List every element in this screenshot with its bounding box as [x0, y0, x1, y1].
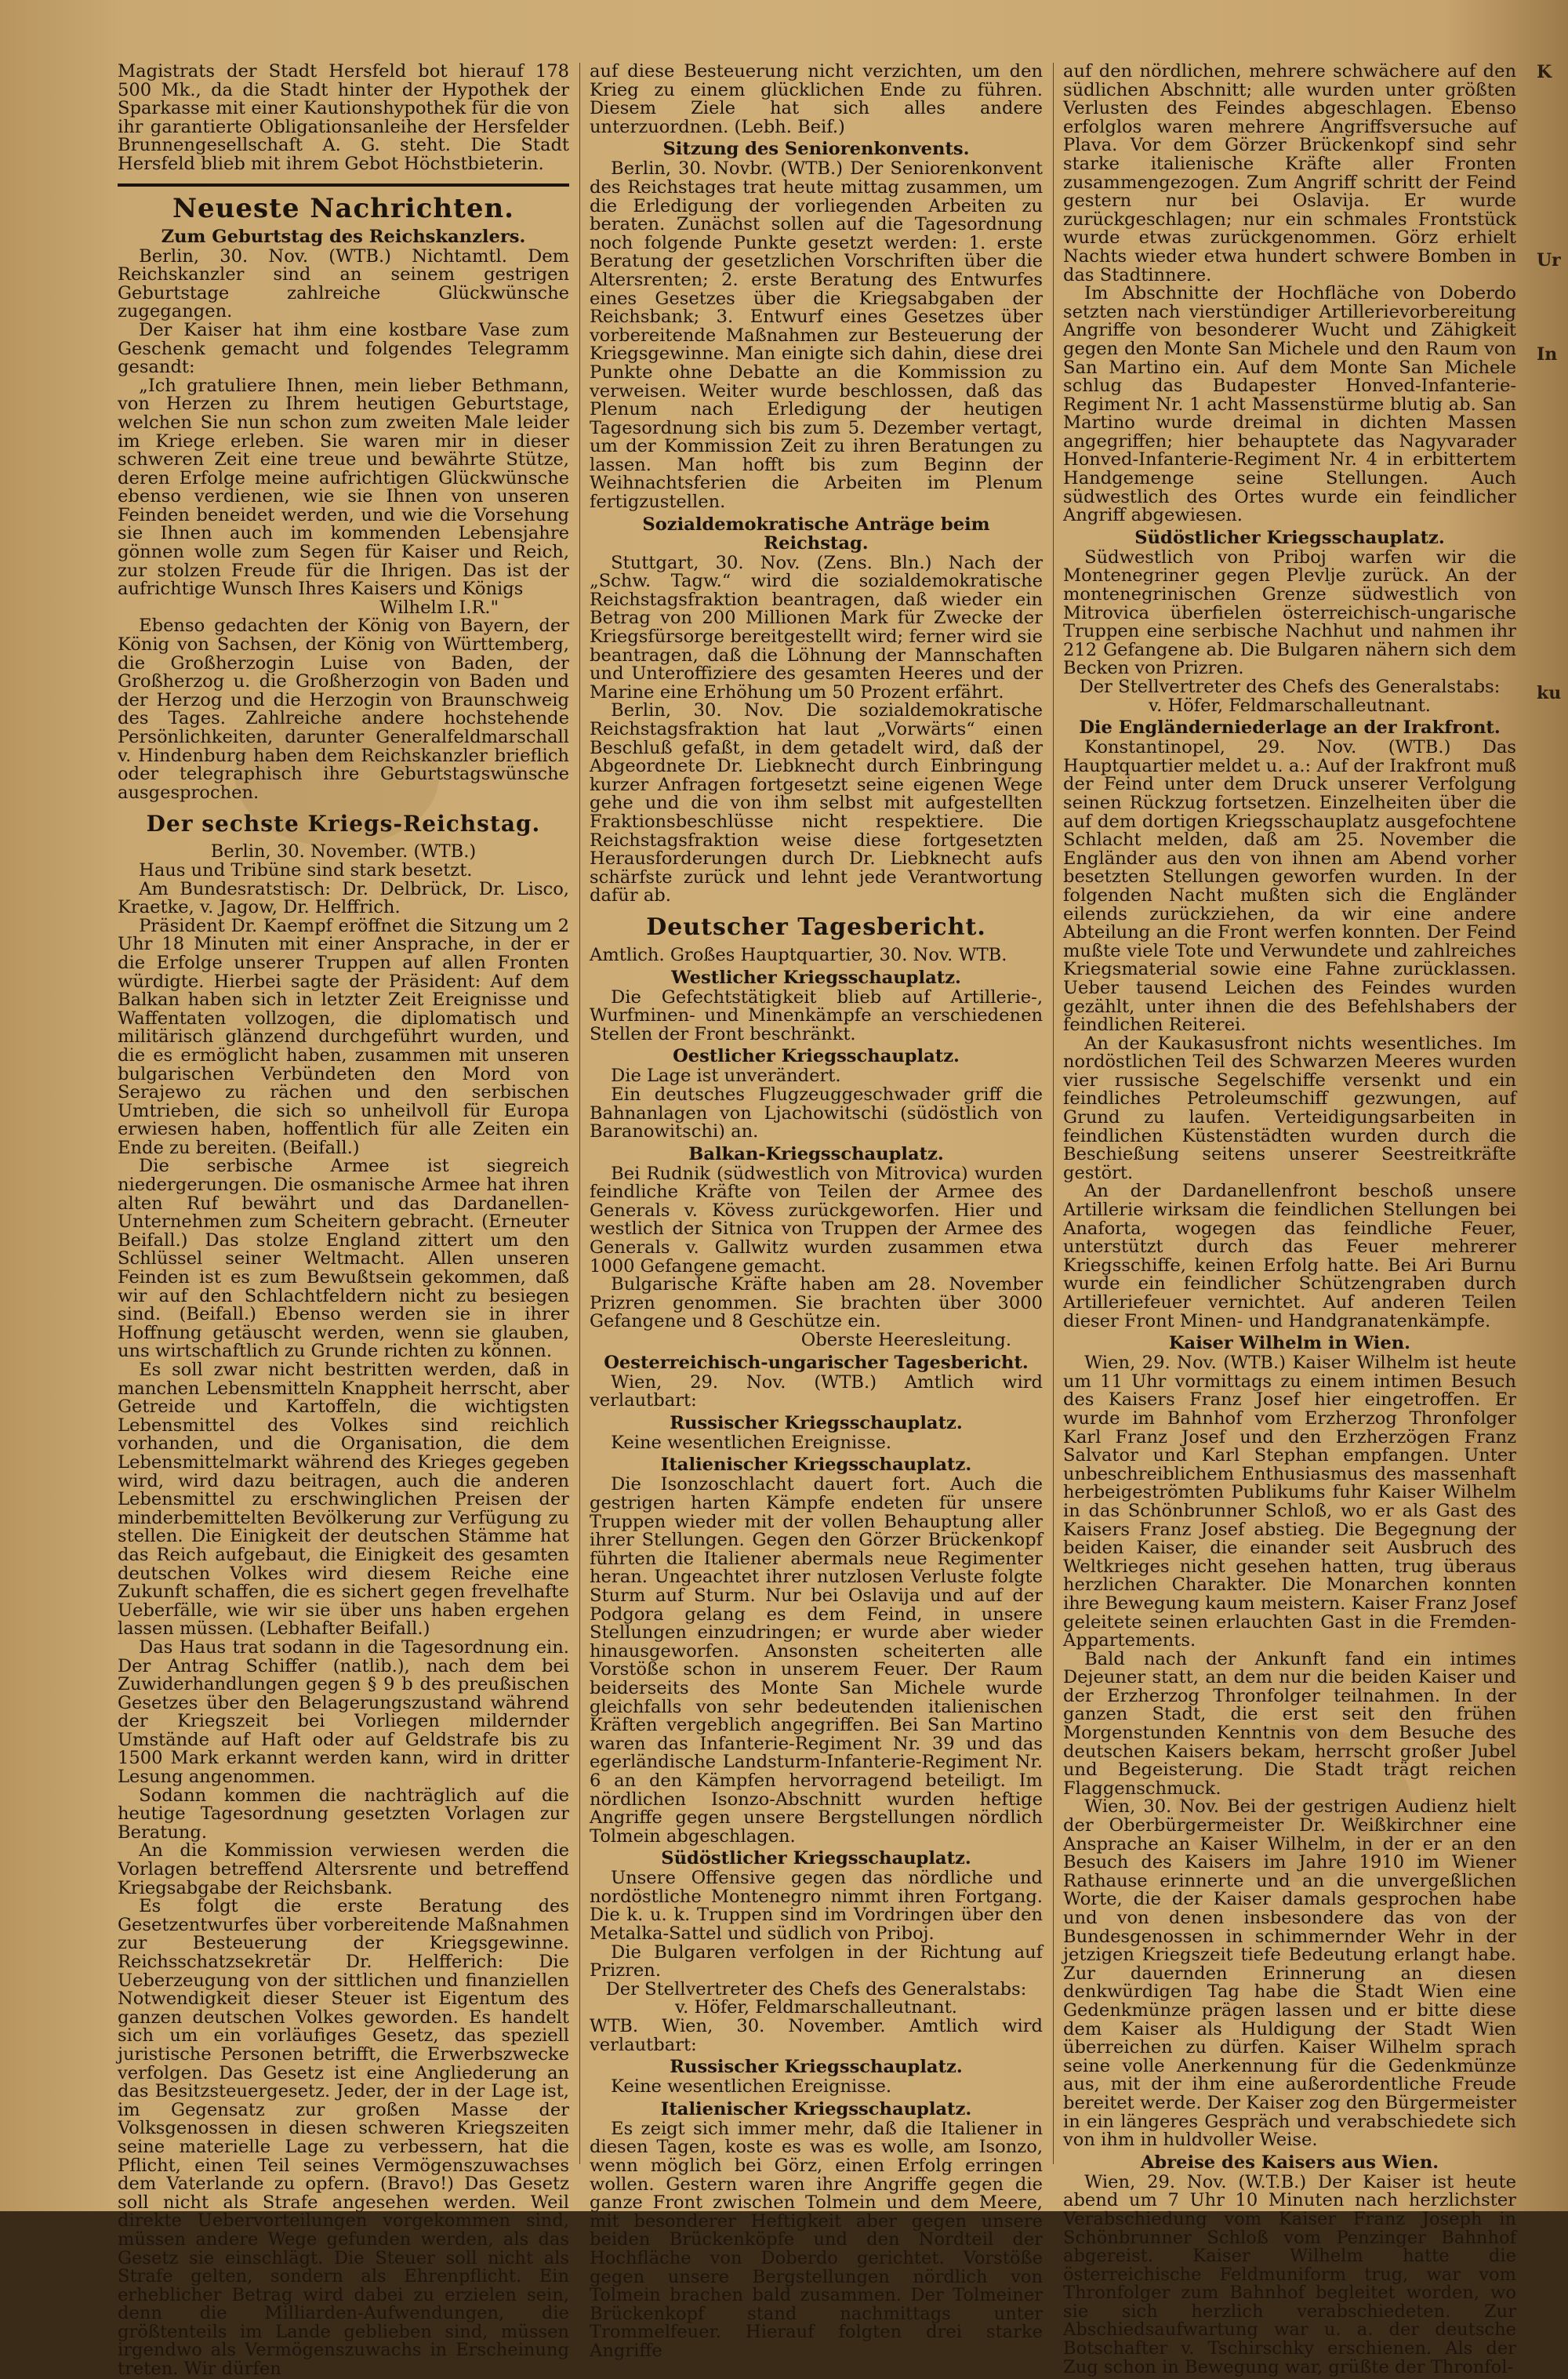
cropped-line	[1537, 213, 1568, 232]
article-text: Bei Rudnik (südwestlich von Mitrovica) wurden feindliche Kräfte von Teilen der Armee des Generals v. Kövess zurückgeworfen. Hier und westlich der Sitnica von Truppen der Armee des Generals v. Gallwitz wurden zusammen etwa 1000 Gefangene gemacht.	[590, 1163, 1043, 1277]
cropped-line	[1537, 1719, 1568, 1738]
cropped-line	[1537, 665, 1568, 684]
cropped-line	[1537, 1135, 1568, 1154]
article-heading: Westlicher Kriegsschauplatz.	[671, 967, 961, 988]
article-heading: Italienischer Kriegsschauplatz.	[660, 2098, 972, 2119]
article-heading: Abreise des Kaisers aus Wien.	[1140, 2152, 1439, 2173]
cropped-line	[1537, 2058, 1568, 2076]
cropped-line	[1537, 2208, 1568, 2227]
cropped-line	[1537, 571, 1568, 590]
article-text: Das Haus trat sodann in die Tagesordnung ein. Der Antrag Schiffer (natlib.), nach dem bei Zuwiderhandlungen gegen § 9 b des preußischen Gesetzes über den Belagerungszustand während der Kriegszeit bei Vorliegen mildernder Umstände auf Haft oder auf Geldstrafe bis zu 1500 Mark erkannt werden kann, wird in dritter Lesung angenommen.	[118, 1636, 569, 1788]
cropped-line	[1537, 496, 1568, 514]
cropped-line	[1537, 1700, 1568, 1719]
cropped-line	[1537, 797, 1568, 815]
article-text: Wien, 29. Nov. (WTB.) Kaiser Wilhelm ist heute um 11 Uhr vormittags zu einem intimen Besuch des Kaisers Franz Josef hier eingetroffen. Er wurde im Bahnhof vom Erzherzog Thronfolger Karl Franz Josef und den Erzherzögen Franz Salvator und Karl Stephan empfangen. Unter unbeschreiblichem Enthusiasmus des massenhaft herbeigeströmten Publikums fuhr Kaiser Wilhelm in das Schönbrunner Schloß, wo er als Gast des Kaisers Franz Josef abstieg. Die Begegnung der beiden Kaiser, die einander seit Ausbruch des Weltkrieges nicht gesehen hatten, trug überaus herzlichen Charakter. Die Monarchen konnten ihre Bewegung kaum meistern. Kaiser Franz Josef geleitete seinen erlauchten Gast in die Fremden-Appartements.	[1063, 1353, 1516, 1651]
article-heading: Oesterreichisch-ungarischer Tagesbericht.	[604, 1352, 1029, 1373]
article-text: Magistrats der Stadt Hersfeld bot hierauf 178 500 Mk., da die Stadt hinter der Hypothek der Sparkasse mit einer Kautionshypothek für die von ihr garantierte Obligationsanleihe der Hersfelder Brunnengesellschaft A. G. steht. Die Stadt Hersfeld blieb mit ihrem Gebot Höchstbieterin.	[118, 61, 569, 174]
cropped-line	[1537, 627, 1568, 646]
article-text: auf diese Besteuerung nicht verzichten, um den Krieg zu einem glücklichen Ende zu führen. Diesem Ziele hat sich alles andere unterzuordnen. (Lebh. Beif.)	[590, 61, 1043, 137]
cropped-line	[1537, 1625, 1568, 1644]
article-text: Am Bundesratstisch: Dr. Delbrück, Dr. Lisco, Kraetke, v. Jagow, Dr. Helffrich.	[118, 878, 569, 918]
column-2	[590, 61, 1043, 2361]
cropped-line	[1537, 1022, 1568, 1041]
article-text: Ein deutsches Flugzeuggeschwader griff die Bahnanlagen von Ljachowitschi (südöstlich von Baranowitschi) an.	[590, 1084, 1043, 1142]
cropped-line	[1537, 176, 1568, 194]
cropped-line	[1537, 364, 1568, 383]
cropped-line	[1537, 1832, 1568, 1851]
article-text: Die Gefechtstätigkeit blieb auf Artillerie-, Wurfminen- und Minenkämpfe an verschiedenen Stellen der Front beschränkt.	[590, 986, 1043, 1044]
cropped-line	[1537, 289, 1568, 307]
cropped-line	[1537, 721, 1568, 740]
article-text: Berlin, 30. Nov. Die sozialdemokratische Reichstagsfraktion hat laut „Vorwärts“ einen Beschluß gefaßt, in dem getadelt wird, daß der Abgeordnete Dr. Liebknecht durch Einbringung kurzer Anfragen fortgesetzt seine eigenen Wege gehe und die von ihm selbst mit aufgestellten Fraktionsbeschlüsse nicht respektiere. Die Reichstagsfraktion weise diese fortgesetzten Herausforderungen durch Dr. Liebknecht aufs schärfste zurück und lehnt jede Verantwortung dafür ab.	[590, 700, 1043, 906]
section-title: Deutscher Tagesbericht.	[646, 913, 986, 941]
article-heading: Sozialdemokratische Anträge beim Reichstag.	[642, 514, 990, 554]
cropped-line	[1537, 1436, 1568, 1455]
cropped-line	[1537, 1455, 1568, 1474]
article-text: Bald nach der Ankunft fand ein intimes Dejeuner statt, an dem nur die beiden Kaiser und der Erzherzog Thronfolger teilnahmen. In der ganzen Stadt, die erst seit den frühen Morgenstunden Kenntnis von dem Besuche des deutschen Kaisers bekam, herrscht großer Jubel und Begeisterung. Die Stadt trägt reichen Flaggenschmuck.	[1063, 1648, 1516, 1799]
cropped-line	[1537, 1474, 1568, 1493]
column-1	[118, 61, 569, 2379]
article-text: An die Kommission verwiesen werden die Vorlagen betreffend Altersrente und betreffend Kriegsabgabe der Reichsbank.	[118, 1840, 569, 1898]
dateline: WTB. Wien, 30. November. Amtlich wird verlautbart:	[590, 2016, 1043, 2055]
cropped-line	[1537, 2020, 1568, 2039]
cropped-line	[1537, 1305, 1568, 1324]
cropped-line	[1537, 1004, 1568, 1022]
cropped-line	[1537, 383, 1568, 401]
cropped-line	[1537, 1117, 1568, 1135]
cropped-line	[1537, 82, 1568, 100]
article-heading: Sitzung des Seniorenkonvents.	[662, 139, 970, 160]
cropped-line	[1537, 326, 1568, 345]
cropped-line	[1537, 1549, 1568, 1568]
cropped-line	[1537, 232, 1568, 251]
cropped-line	[1537, 966, 1568, 985]
article-heading: Italienischer Kriegsschauplatz.	[660, 1455, 972, 1476]
cropped-line	[1537, 834, 1568, 853]
cropped-line	[1537, 1324, 1568, 1342]
column-4-cropped	[1537, 63, 1568, 2164]
article-text: Berlin, 30. Novbr. (WTB.) Der Seniorenkonvent des Reichstages trat heute mittag zusammen, um die Erledigung der vorliegenden Arbeiten zu beraten. Zunächst sollen auf die Tagesordnung noch folgende Punkte gesetzt werden: 1. erste Beratung der gesetzlichen Vorschriften über die Altersrenten; 2. erste Beratung des Entwurfes eines Gesetzes über die Kriegsabgaben der Reichsbank; 3. Entwurf eines Gesetzes über vorbereitende Maßnahmen zur Besteuerung der Kriegsgewinne. Man einigte sich dahin, diese drei Punkte ohne Debatte an die Kommission zu verweisen. Weiter wurde beschlossen, daß das Plenum nach Erledigung der heutigen Tagesordnung sich bis zum 5. Dezember vertagt, um der Kommission Zeit zu ihren Beratungen zu lassen. Man hofft bis zum Beginn der Weihnachtsferien die Arbeiten im Plenum fertigzustellen.	[590, 158, 1043, 513]
cropped-line	[1537, 2001, 1568, 2020]
cropped-line	[1537, 1813, 1568, 1832]
cropped-line	[1537, 1060, 1568, 1079]
column-rule	[579, 63, 580, 2164]
article-text: An der Dardanellenfront beschoß unsere Artillerie wirksam die feindlichen Stellungen bei Anaforta, wogegen das feindliche Feuer, unterstützt durch das Feuer mehrerer Kriegsschiffe, keinen Erfolg hatte. Bei Ari Burnu wurde ein feindlicher Schützengraben durch Artilleriefeuer vernichtet. Auf anderen Teilen dieser Front Minen- und Handgranatenkämpfe.	[1063, 1181, 1516, 1331]
cropped-line	[1537, 815, 1568, 834]
signature: Wilhelm I.R."	[379, 597, 499, 618]
article-text: Stuttgart, 30. Nov. (Zens. Bln.) Nach der „Schw. Tagw.“ wird die sozialdemokratische Reichstagsfraktion beantragen, daß wieder ein Betrag von 200 Millionen Mark für Zwecke der Kriegsfürsorge bereitgestellt wird; ferner wird sie beantragen, daß die Löhnung der Mannschaften und Unteroffiziere des gesamten Heeres und der Marine eine Erhöhung um 50 Prozent erfährt.	[590, 552, 1043, 703]
article-heading: Oestlicher Kriegsschauplatz.	[673, 1046, 960, 1067]
cropped-line	[1537, 1361, 1568, 1380]
article-text: „Ich gratuliere Ihnen, mein lieber Bethmann, von Herzen zu Ihrem heutigen Geburtstage, welchen Sie nun schon zum zweiten Male leider im Kriege erleben. Sie waren mir in dieser schweren Zeit eine treue und bewährte Stütze, deren Erfolge meine aufrichtigen Glückwünsche ebenso verdienen, wie sie Ihnen von unseren Feinden beneidet werden, und wie die Vorsehung sie Ihnen auch im kommenden Lebensjahre gönnen wolle zum Segen für Kaiser und Reich, zur stolzen Freude für die Ihrigen. Das ist der aufrichtige Wunsch Ihres Kaisers und Königs	[118, 375, 569, 600]
cropped-line	[1537, 891, 1568, 910]
cropped-line	[1537, 2227, 1568, 2246]
cropped-line	[1537, 2246, 1568, 2265]
cropped-line	[1537, 552, 1568, 571]
cropped-line	[1537, 100, 1568, 119]
cropped-line	[1537, 1229, 1568, 1248]
cropped-line	[1537, 2095, 1568, 2114]
cropped-line	[1537, 1286, 1568, 1305]
cropped-line	[1537, 2039, 1568, 2058]
cropped-line	[1537, 307, 1568, 326]
cropped-line	[1537, 1154, 1568, 1173]
article-heading: Der sechste Kriegs-Reichstag.	[146, 811, 541, 837]
cropped-line	[1537, 270, 1568, 289]
article-text: Ebenso gedachten der König von Bayern, der König von Sachsen, der König von Württemberg, die Großherzogin Luise von Baden, der Großherzog u. die Großherzogin von Baden und der Herzog und die Herzogin von Braunschweig des Tages. Zahlreiche andere hochstehende Persönlichkeiten, darunter Generalfeldmarschall v. Hindenburg haben dem Reichskanzler brieflich oder telegraphisch ihre Geburtstagswünsche ausgesprochen.	[118, 616, 569, 803]
cropped-line	[1537, 985, 1568, 1004]
article-text: Die serbische Armee ist siegreich niedergerungen. Die osmanische Armee hat ihren alten Ruf bewährt und das Dardanellen-Unternehmen zum Scheitern gebracht. (Erneuter Beifall.) Das stolze England zittert um den Schlüssel seiner Weltmacht. Allen unseren Feinden ist es zum Bewußtsein gekommen, daß wir auf den Schlachtfeldern nicht zu besiegen sind. (Beifall.) Ebenso werden sie in ihrer Hoffnung getäuscht werden, wenn sie glauben, uns wirtschaftlich zu Grunde richten zu können.	[118, 1156, 569, 1362]
cropped-line	[1537, 458, 1568, 477]
cropped-line	[1537, 2189, 1568, 2208]
article-text: Keine wesentlichen Ereignisse.	[611, 2076, 892, 2098]
article-text: Wien, 29. Nov. (W.T.B.) Der Kaiser ist heute abend um 7 Uhr 10 Minuten nach herzlichster Verabschiedung vom Kaiser Franz Joseph in Schönbrunner Schloß vom Penzinger Bahnhof abgereist. Kaiser Wilhelm hatte die österreichische Feldmuniform trug, war vom Thronfolger zum Bahnhof begleitet worden, wo sie sich herzlich verabschiedeten. Zur Abschiedsaufwartung war u. a. der deutsche Botschafter v. Tschirschky erschienen. Als der Zug schon in Bewegung war, grüßte der Thronfol-	[1063, 2171, 1516, 2377]
cropped-line	[1537, 1945, 1568, 1963]
cropped-line	[1537, 1756, 1568, 1775]
cropped-line	[1537, 1888, 1568, 1907]
article-heading: Russischer Kriegsschauplatz.	[670, 1412, 963, 1433]
cropped-line	[1537, 1512, 1568, 1531]
dateline: Berlin, 30. November. (WTB.)	[210, 841, 477, 863]
cropped-line	[1537, 2283, 1568, 2302]
cropped-line	[1537, 138, 1568, 157]
article-heading: Kaiser Wilhelm in Wien.	[1168, 1333, 1411, 1354]
cropped-line	[1537, 1173, 1568, 1192]
section-divider	[118, 183, 569, 187]
article-text: Die Isonzoschlacht dauert fort. Auch die gestrigen harten Kämpfe endeten für unsere Truppen wieder mit der vollen Behauptung aller ihrer Stellungen. Gegen den Görzer Brückenkopf führten die Italiener abermals neue Regimenter heran. Ungeachtet ihrer nutzlosen Verluste folgte Sturm auf Sturm. Nur bei Oslavija und auf der Podgora gelang es dem Feind, in unsere Stellungen einzudringen; er wurde aber wieder hinausgeworfen. Ansonsten scheiterten alle Vorstöße schon in unserem Feuer. Der Raum beiderseits des Monte San Michele wurde gleichfalls von sehr bedeutenden italienischen Kräften vergeblich angegriffen. Bei San Martino waren das Infanterie-Regiment Nr. 39 und das egerländische Landsturm-Infanterie-Regiment Nr. 6 an den Kämpfen hervorragend beteiligt. Im nördlichen Isonzo-Abschnitt wurden heftige Angriffe gegen unsere Bergstellungen nördlich Tolmein abgeschlagen.	[590, 1474, 1043, 1847]
article-text: Die Lage ist unverändert.	[611, 1066, 841, 1087]
cropped-line	[1537, 1399, 1568, 1418]
cropped-line	[1537, 439, 1568, 458]
article-text: Der Kaiser hat ihm eine kostbare Vase zum Geschenk gemacht und folgendes Telegramm gesandt:	[118, 319, 569, 378]
cropped-line	[1537, 1248, 1568, 1267]
article-heading: Zum Geburtstag des Reichskanzlers.	[161, 226, 526, 247]
cropped-line	[1537, 1794, 1568, 1813]
cropped-line: In	[1537, 344, 1558, 365]
cropped-line	[1537, 1681, 1568, 1700]
cropped-line	[1537, 1738, 1568, 1756]
cropped-line	[1537, 1982, 1568, 2001]
article-text: Es soll zwar nicht bestritten werden, daß in manchen Lebensmitteln Knappheit herrscht, aber Getreide und Kartoffeln, die wichtigsten Lebensmittel des Volkes sind reichlich vorhanden, und die Organisation, die dem Lebensmittelmarkt während des Krieges gegeben wird, wird dazu beitragen, auch die anderen Lebensmittel zu erschwinglichen Preisen der minderbemittelten Bevölkerung zur Verfügung zu stellen. Die Einigkeit der deutschen Stämme hat das Reich aufgebaut, die Einigkeit des gesamten deutschen Volkes wird diesem Reiche eine Zukunft schaffen, die es sichert gegen frevelhafte Ueberfälle, wie wir sie über uns haben ergehen lassen müssen. (Lebhafter Beifall.)	[118, 1360, 569, 1640]
cropped-line	[1537, 910, 1568, 928]
cropped-line	[1537, 1851, 1568, 1869]
cropped-line	[1537, 608, 1568, 627]
cropped-line	[1537, 1587, 1568, 1606]
cropped-line	[1537, 1211, 1568, 1229]
article-text: Die Bulgaren verfolgen in der Richtung auf Prizren.	[590, 1941, 1043, 1981]
cropped-line	[1537, 1644, 1568, 1662]
cropped-line	[1537, 1869, 1568, 1888]
cropped-line	[1537, 1493, 1568, 1512]
article-text: Wien, 30. Nov. Bei der gestrigen Audienz hielt der Oberbürgermeister Dr. Weißkirchner eine Ansprache an Kaiser Wilhelm, in der er an den Besuch des Kaisers im Jahre 1910 im Wiener Rathause erinnerte und an die unvergeßlichen Worte, die der Kaiser damals gesprochen habe und von denen insbesondere das von der Bundesgenossen in schimmernder Wehr in der jetzigen Kriegszeit tiefe Bedeutung erlangt habe. Zur dauernden Erinnerung an diesen denkwürdigen Tag habe die Stadt Wien eine Gedenkmünze prägen lassen und er bitte diese dem Kaiser als Huldigung der Stadt Wien überreichen zu dürfen. Kaiser Wilhelm sprach seine volle Anerkennung für die Gedenkmünze aus, mit der ihm eine außerordentliche Freude bereitet werde. Der Kaiser zog den Bürgermeister in ein längeres Gespräch und verabschiedete sich von ihm in huldvoller Weise.	[1063, 1796, 1516, 2151]
article-text: Es zeigt sich immer mehr, daß die Italiener in diesen Tagen, koste es was es wolle, am Isonzo, wenn möglich bei Görz, einen Erfolg erringen wollen. Gestern waren ihre Angriffe gegen die ganze Front zwischen Tolmein und dem Meere, mit besonderer Heftigkeit aber gegen unsere beiden Brückenköpfe und den Nordteil der Hochfläche von Doberdo gerichtet. Vorstöße gegen unsere Bergstellungen nördlich von Tolmein brachen bald zusammen. Der Tolmeiner Brückenkopf stand nachmittags unter Trommelfeuer. Hierauf folgten drei starke Angriffe	[590, 2118, 1043, 2361]
cropped-line	[1537, 759, 1568, 778]
cropped-line	[1537, 646, 1568, 665]
article-text: auf den nördlichen, mehrere schwächere auf den südlichen Abschnitt; alle wurden unter größten Verlusten des Feindes abgeschlagen. Ebenso erfolglos waren mehrere Angriffsversuche auf Plava. Vor dem Görzer Brückenkopf sind sehr starke italienische Kräfte aller Fronten zusammengezogen. Zum Angriff schritt der Feind gestern nur bei Oslavija. Er wurde zurückgeschlagen; nur ein schmales Frontstück wurde etwas zurückgenommen. Görz erhielt Nachts wieder etwa hundert schwere Bomben in das Stadtinnere.	[1063, 61, 1516, 285]
cropped-line	[1537, 928, 1568, 947]
cropped-line	[1537, 2265, 1568, 2283]
cropped-line	[1537, 420, 1568, 439]
cropped-line	[1537, 1267, 1568, 1286]
cropped-line	[1537, 2152, 1568, 2170]
section-title: Neueste Nachrichten.	[172, 192, 515, 224]
cropped-line	[1537, 157, 1568, 176]
cropped-line	[1537, 1531, 1568, 1549]
cropped-line	[1537, 2076, 1568, 2095]
cropped-line	[1537, 194, 1568, 213]
cropped-line: Ur	[1537, 250, 1561, 271]
cropped-line	[1537, 1342, 1568, 1361]
article-text: Präsident Dr. Kaempf eröffnet die Sitzung um 2 Uhr 18 Minuten mit einer Ansprache, in der er die Erfolge unserer Truppen auf allen Fronten würdigte. Hierbei sagte der Präsident: Auf dem Balkan haben sich in letzter Zeit Ereignisse und Waffentaten vollzogen, die diplomatisch und militärisch glänzend durchgeführt wurden, und die es ermöglicht haben, zusammen mit unseren bulgarischen Verbündeten den Mord von Serajewo zu rächen und den serbischen Umtrieben, die sich so unheilvoll für Europa erwiesen haben, hoffentlich für alle Zeiten ein Ende zu bereiten. (Beifall.)	[118, 915, 569, 1158]
article-text: Wien, 29. Nov. (WTB.) Amtlich wird verlautbart:	[590, 1371, 1043, 1411]
cropped-line	[1537, 1963, 1568, 1982]
article-heading: Balkan-Kriegsschauplatz.	[688, 1143, 944, 1164]
signature: Der Stellvertreter des Chefs des Generalstabs:	[605, 1978, 1027, 1999]
signature: v. Höfer, Feldmarschalleutnant.	[675, 1997, 957, 2018]
article-text: Es folgt die erste Beratung des Gesetzentwurfes über vorbereitende Maßnahmen zur Besteuerung der Kriegsgewinne. Reichsschatzsekretär Dr. Helfferich: Die Ueberzeugung von der sittlichen und finanziellen Notwendigkeit dieser Steuer ist Eigentum des ganzen deutschen Volkes geworden. Es handelt sich um ein vorläufiges Gesetz, das speziell juristische Personen betrifft, die Erwerbszwecke verfolgen. Das Gesetz ist eine Angliederung an das Besitzsteuergesetz. Jeder, der in der Lage ist, im Gegensatz zur großen Masse der Volksgenossen in diesen schweren Kriegszeiten seine materielle Lage zu verbessern, hat die Pflicht, einen Teil seines Vermögenszuwachses dem Vaterlande zu opfern. (Bravo!) Das Gesetz soll nicht als Strafe angesehen werden. Weil direkte Uebervorteilungen vorgekommen sind, müssen andere Wege gefunden werden, als das Gesetz sie einschlägt. Die Steuer soll nicht als Strafe gelten, sondern als Ehrenpflicht. Ein erheblicher Betrag wird dabei zu erzielen sein, denn die Milliarden-Aufwendungen, die größtenteils im Lande geblieben sind, müssen irgendwo als Vermögenszuwachs in Erscheinung treten. Wir dürfen	[118, 1896, 569, 2379]
signature: Der Stellvertreter des Chefs des Generalstabs:	[1079, 677, 1501, 697]
article-heading: Südöstlicher Kriegsschauplatz.	[661, 1848, 971, 1869]
cropped-line	[1537, 703, 1568, 721]
article-heading: Russischer Kriegsschauplatz.	[670, 2057, 963, 2078]
dateline: Amtlich. Großes Hauptquartier, 30. Nov. WTB.	[590, 944, 1007, 965]
cropped-line	[1537, 1775, 1568, 1794]
cropped-line: ku	[1537, 683, 1562, 703]
cropped-line	[1537, 1418, 1568, 1436]
cropped-line	[1537, 2170, 1568, 2189]
article-heading: Südöstlicher Kriegsschauplatz.	[1134, 527, 1445, 548]
article-text: Südwestlich von Priboj warfen wir die Montenegriner gegen Plevlje zurück. An der montenegrinischen Grenze südwestlich von Mitrovica überfielen österreichisch-ungarische Truppen eine serbische Nachhut und nahmen ihr 212 Gefangene ab. Die Bulgaren nähern sich dem Becken von Prizren.	[1063, 547, 1516, 679]
cropped-line	[1537, 1606, 1568, 1625]
signature: Oberste Heeresleitung.	[800, 1330, 1011, 1351]
cropped-line	[1537, 1568, 1568, 1587]
article-text: Haus und Tribüne sind stark besetzt.	[139, 859, 473, 881]
cropped-line	[1537, 2114, 1568, 2133]
article-text: Sodann kommen die nachträglich auf die heutige Tagesordnung gesetzten Vorlagen zur Beratung.	[118, 1785, 569, 1843]
cropped-line	[1537, 590, 1568, 608]
cropped-line	[1537, 853, 1568, 872]
cropped-line	[1537, 1098, 1568, 1117]
article-text: Unsere Offensive gegen das nördliche und nordöstliche Montenegro nimmt ihren Fortgang. Die k. u. k. Truppen sind im Vordringen über den Metalka-Sattel und südlich von Priboj.	[590, 1868, 1043, 1945]
cropped-line	[1537, 740, 1568, 759]
cropped-line	[1537, 119, 1568, 138]
article-text: An der Kaukasusfront nichts wesentliches. Im nordöstlichen Teil des Schwarzen Meeres wurden vier russische Segelschiffe versenkt und ein feindliches Petroleumschiff gezwungen, auf Grund zu laufen. Verteidigungsarbeiten in feindlichen Küstenstädten wurden durch die Beschießung seitens unserer Seestreitkräfte gestört.	[1063, 1033, 1516, 1183]
cropped-line	[1537, 1926, 1568, 1945]
cropped-line: K	[1537, 62, 1552, 82]
cropped-line	[1537, 401, 1568, 420]
cropped-line	[1537, 1662, 1568, 1681]
article-text: Bulgarische Kräfte haben am 28. November Prizren genommen. Sie brachten über 3000 Gefangene und 8 Geschütze ein.	[590, 1274, 1043, 1332]
cropped-line	[1537, 1041, 1568, 1060]
cropped-line	[1537, 947, 1568, 966]
article-text: Keine wesentlichen Ereignisse.	[611, 1432, 892, 1453]
article-heading: Die Engländerniederlage an der Irakfront.	[1079, 717, 1501, 739]
cropped-line	[1537, 1192, 1568, 1211]
article-text: Im Abschnitte der Hochfläche von Doberdo setzten nach vierstündiger Artillerievorbereitung Angriffe von besonderer Wucht und Zähigkeit gegen den Monte San Michele und den Raum von San Martino ein. Auf dem Monte San Michele schlug das Budapester Honved-Infanterie-Regiment Nr. 1 acht Massenstürme blutig ab. San Martino wurde dreimal in dichten Massen angegriffen; hier behauptete das Nagyvarader Honved-Infanterie-Regiment Nr. 4 in erbittertem Handgemenge seine Stellungen. Auch südwestlich des Ortes wurde ein feindlicher Angriff abgewiesen.	[1063, 283, 1516, 526]
cropped-line	[1537, 778, 1568, 797]
cropped-line	[1537, 2133, 1568, 2152]
cropped-line	[1537, 533, 1568, 552]
signature: v. Höfer, Feldmarschalleutnant.	[1149, 695, 1431, 716]
cropped-line	[1537, 1907, 1568, 1926]
cropped-line	[1537, 872, 1568, 891]
cropped-line	[1537, 514, 1568, 533]
cropped-line	[1537, 1079, 1568, 1098]
column-3	[1063, 61, 1516, 2377]
cropped-line	[1537, 1380, 1568, 1399]
cropped-line	[1537, 477, 1568, 496]
column-rule	[1053, 63, 1054, 2164]
article-text: Konstantinopel, 29. Nov. (WTB.) Das Hauptquartier meldet u. a.: Auf der Irakfront muß der Feind unter dem Druck unserer Verfolgung seinen Rückzug fortsetzen. Einzelheiten über die auf dem dortigen Kriegsschauplatz ausgefochtene Schlacht melden, daß am 25. November die Engländer aus den von ihnen am Abend vorher besetzten Stellungen geworfen wurden. In der folgenden Nacht mußten sich die Engländer eilends zurückziehen, da wir eine andere Abteilung an die Front werfen konnten. Der Feind mußte viele Tote und Verwundete und zahlreiches Kriegsmaterial sowie eine Fahne zurücklassen. Ueber tausend Leichen des Feindes wurden gezählt, unter ihnen die des Befehlshabers der feindlichen Reiterei.	[1063, 737, 1516, 1036]
article-text: Berlin, 30. Nov. (WTB.) Nichtamtl. Dem Reichskanzler sind an seinem gestrigen Geburtstage zahlreiche Glückwünsche zugegangen.	[118, 245, 569, 322]
